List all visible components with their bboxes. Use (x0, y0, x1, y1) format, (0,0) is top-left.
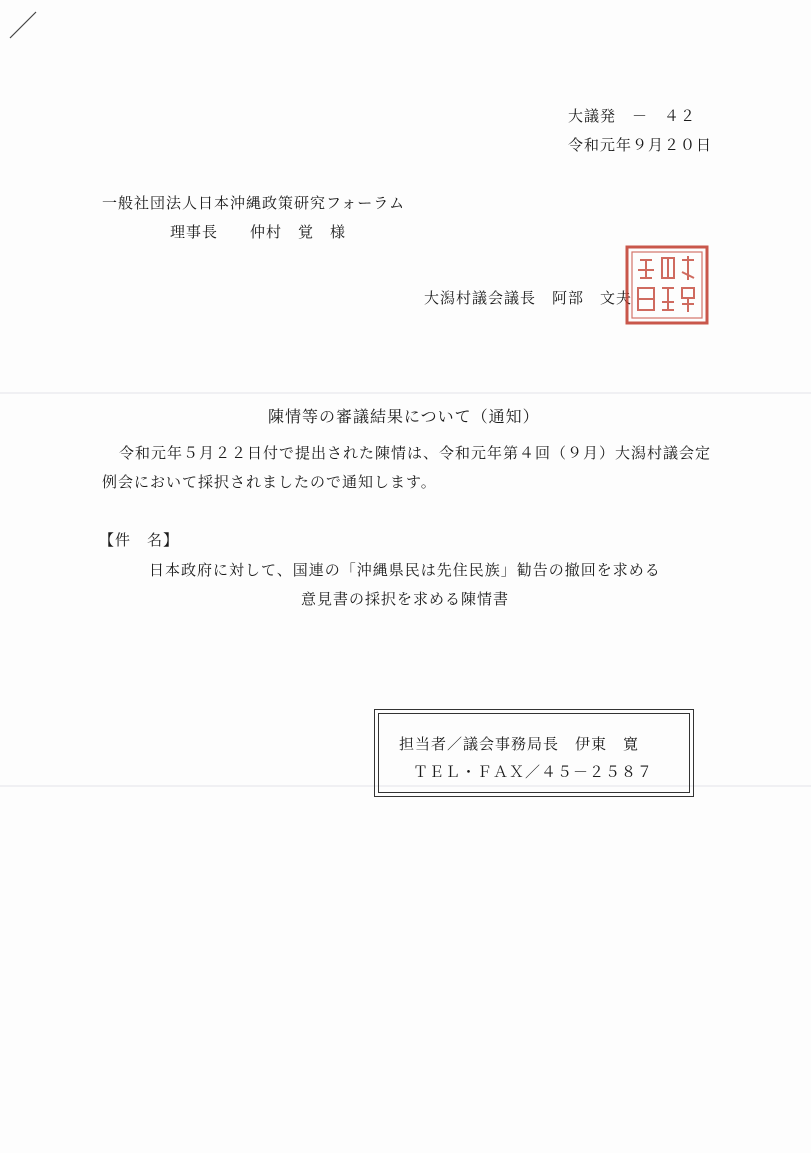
notice-paragraph-line-1: 令和元年５月２２日付で提出された陳情は、令和元年第４回（９月）大潟村議会定 (119, 444, 712, 462)
contact-tel-fax: ＴＥＬ・ＦＡＸ／４５－２５８７ (413, 763, 654, 781)
subject-line-2: 意見書の採択を求める陳情書 (301, 590, 510, 608)
notice-title: 陳情等の審議結果について（通知） (268, 407, 540, 426)
recipient-title-name: 理事長 仲村 覚 様 (170, 223, 347, 241)
document-date: 令和元年９月２０日 (568, 136, 713, 154)
official-seal-icon (624, 244, 710, 326)
scan-artifact-line (0, 392, 811, 394)
recipient-organization: 一般社団法人日本沖縄政策研究フォーラム (102, 194, 406, 212)
corner-slash-mark (6, 8, 40, 42)
document-number: 大議発 － ４２ (568, 107, 697, 125)
sender-line: 大潟村議会議長 阿部 文夫 (424, 289, 633, 307)
subject-label: 【件 名】 (99, 531, 180, 549)
contact-box (374, 709, 694, 797)
notice-paragraph-line-2: 例会において採択されましたので通知します。 (102, 473, 437, 491)
subject-line-1: 日本政府に対して、国連の「沖縄県民は先住民族」勧告の撤回を求める (149, 561, 661, 579)
contact-person: 担当者／議会事務局長 伊東 寛 (399, 735, 640, 753)
